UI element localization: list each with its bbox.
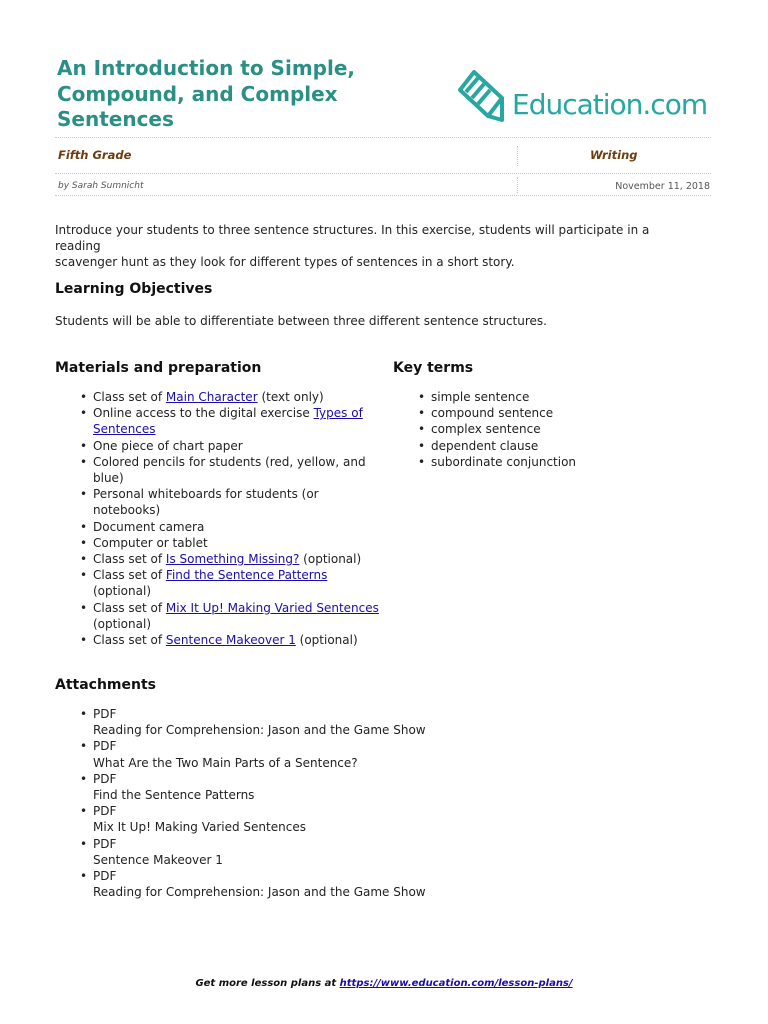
materials-list bbox=[55, 389, 385, 648]
meta-divider bbox=[55, 173, 711, 174]
list-item: • Class set of Sentence Makeover 1 (optional) bbox=[55, 632, 385, 648]
file-type: PDF bbox=[93, 869, 117, 884]
file-type: PDF bbox=[93, 804, 117, 819]
list-item[interactable] bbox=[55, 738, 555, 770]
title-line: Compound, and Complex bbox=[57, 81, 338, 106]
list-item: • simple sentence bbox=[393, 389, 713, 405]
is-something-missing-link[interactable]: Is Something Missing? bbox=[165, 552, 300, 567]
list-item[interactable] bbox=[55, 868, 555, 900]
list-item: • Class set of Mix It Up! Making Varied Sentences (optional) bbox=[55, 600, 385, 632]
list-item: • Class set of Find the Sentence Patterns (optional) bbox=[55, 567, 385, 599]
find-sentence-patterns-link[interactable]: Find the Sentence Patterns bbox=[165, 568, 328, 583]
objectives-heading: Learning Objectives bbox=[55, 281, 213, 297]
attachment-title: Reading for Comprehension: Jason and the Game Show bbox=[93, 885, 426, 900]
list-item[interactable] bbox=[55, 836, 555, 868]
logo-wordmark: Education.com bbox=[512, 88, 708, 121]
list-item: • One piece of chart paper bbox=[55, 438, 385, 454]
attachment-title: Sentence Makeover 1 bbox=[93, 852, 223, 867]
lesson-title bbox=[57, 56, 387, 133]
pencil-logo-icon bbox=[456, 68, 516, 128]
sentence-makeover-link[interactable]: Sentence Makeover 1 bbox=[165, 633, 296, 648]
footer-text: Get more lesson plans at bbox=[195, 978, 340, 989]
list-item: • subordinate conjunction bbox=[393, 454, 713, 470]
list-item[interactable] bbox=[55, 803, 555, 835]
attachments-list bbox=[55, 706, 555, 900]
page-footer bbox=[0, 978, 768, 989]
list-item[interactable] bbox=[55, 706, 555, 738]
file-type: PDF bbox=[93, 836, 117, 851]
intro-line: scavenger hunt as they look for different types of sentences in a short story. bbox=[55, 255, 515, 269]
attachment-title: Mix It Up! Making Varied Sentences bbox=[93, 820, 306, 835]
objectives-text: Students will be able to differentiate between three different sentence structures. bbox=[55, 314, 547, 328]
list-item: • Personal whiteboards for students (or notebooks) bbox=[55, 486, 385, 518]
header-divider bbox=[55, 137, 711, 138]
list-item: • complex sentence bbox=[393, 421, 713, 437]
column-divider bbox=[517, 177, 518, 193]
column-divider bbox=[517, 146, 518, 166]
author-label: by Sarah Sumnicht bbox=[58, 181, 144, 191]
list-item: • dependent clause bbox=[393, 438, 713, 454]
list-item: • Computer or tablet bbox=[55, 535, 385, 551]
lesson-plans-link[interactable]: https://www.education.com/lesson-plans/ bbox=[339, 978, 573, 989]
intro-line: Introduce your students to three sentence structures. In this exercise, students will participate in a reading bbox=[55, 223, 650, 253]
intro-paragraph bbox=[55, 222, 695, 270]
key-terms-heading: Key terms bbox=[393, 360, 474, 376]
attachments-heading: Attachments bbox=[55, 677, 157, 693]
file-type: PDF bbox=[93, 707, 117, 721]
attachment-title: Find the Sentence Patterns bbox=[93, 788, 255, 803]
list-item[interactable] bbox=[55, 771, 555, 803]
date-label: November 11, 2018 bbox=[615, 181, 710, 192]
list-item: • Class set of Main Character (text only) bbox=[55, 389, 385, 405]
main-character-link[interactable]: Main Character bbox=[165, 390, 258, 404]
grade-label: Fifth Grade bbox=[58, 148, 132, 162]
title-line: Sentences bbox=[57, 107, 174, 131]
key-terms-list bbox=[393, 389, 713, 470]
list-item: • Class set of Is Something Missing? (optional) bbox=[55, 551, 385, 567]
list-item: • Online access to the digital exercise Types of Sentences bbox=[55, 405, 385, 437]
title-line: An Introduction to Simple, bbox=[57, 56, 355, 80]
meta-divider bbox=[55, 195, 711, 196]
mix-it-up-link[interactable]: Mix It Up! Making Varied Sentences bbox=[165, 600, 379, 615]
subject-label: Writing bbox=[590, 148, 638, 162]
types-of-sentences-link[interactable]: Types of Sentences bbox=[93, 406, 363, 437]
attachment-title: Reading for Comprehension: Jason and the Game Show bbox=[93, 723, 426, 738]
file-type: PDF bbox=[93, 771, 117, 786]
education-com-logo[interactable] bbox=[456, 68, 716, 128]
file-type: PDF bbox=[93, 739, 117, 754]
list-item: • Colored pencils for students (red, yellow, and blue) bbox=[55, 454, 385, 486]
attachment-title: What Are the Two Main Parts of a Sentence? bbox=[93, 755, 358, 770]
list-item: • compound sentence bbox=[393, 405, 713, 421]
list-item: • Document camera bbox=[55, 519, 385, 535]
materials-heading: Materials and preparation bbox=[55, 360, 262, 376]
